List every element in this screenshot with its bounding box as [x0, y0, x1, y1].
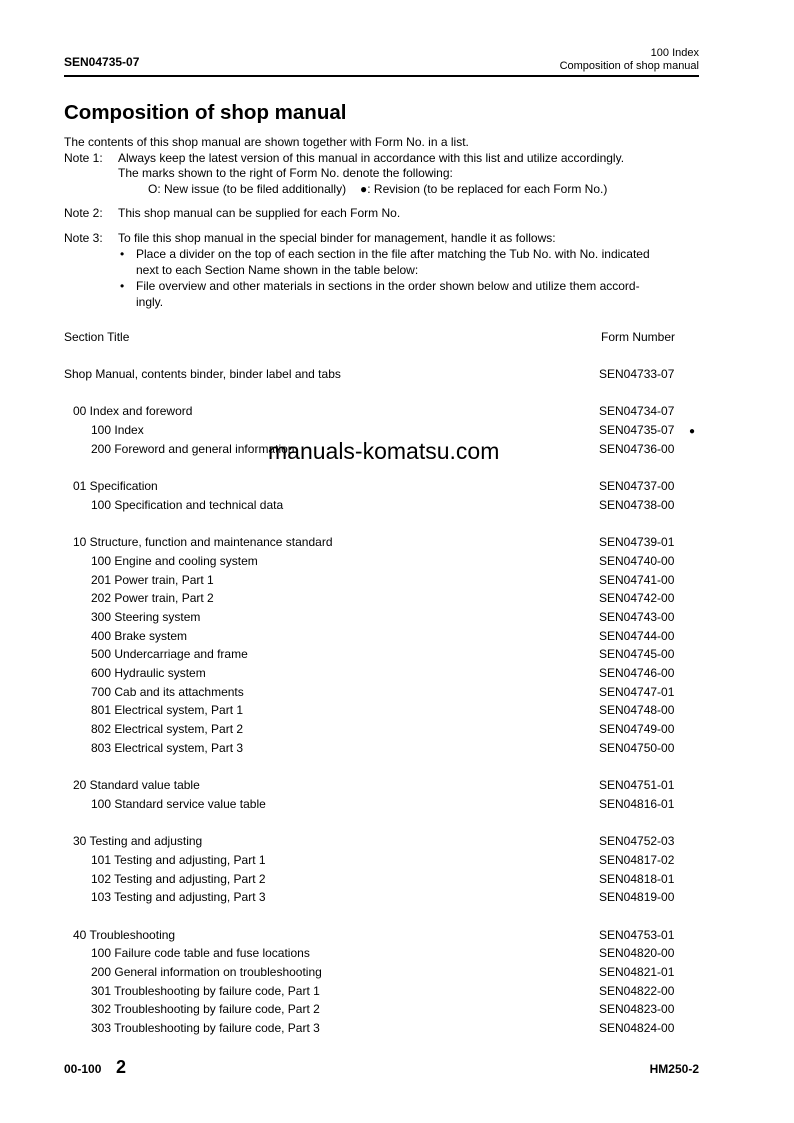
note1-label: Note 1: — [64, 151, 103, 165]
section-title: 40 Troubleshooting — [73, 927, 176, 942]
form-number: SEN04742-00 — [599, 591, 675, 606]
section-title: 200 Foreword and general information — [91, 441, 295, 456]
form-number: SEN04740-00 — [599, 553, 675, 568]
section-title: 100 Index — [91, 423, 144, 438]
section-title: 200 General information on troubleshooting — [91, 965, 322, 979]
table-row — [64, 797, 714, 816]
form-number: SEN04741-00 — [599, 572, 675, 587]
table-row — [64, 984, 714, 1003]
section-title: 100 Standard service value table — [91, 796, 266, 811]
form-number: SEN04736-00 — [599, 441, 675, 456]
table-row — [64, 685, 714, 704]
section-title: 303 Troubleshooting by failure code, Part 3 — [91, 1021, 320, 1036]
form-number: SEN04823-00 — [599, 1002, 675, 1017]
revision-mark-icon: ● — [689, 426, 696, 438]
bullet-icon: • — [120, 247, 125, 261]
table-row — [64, 703, 714, 722]
page-title: Composition of shop manual — [64, 101, 347, 124]
form-number: SEN04824-00 — [599, 1021, 675, 1036]
section-title: 00 Index and foreword — [73, 404, 193, 419]
table-row — [64, 1021, 714, 1040]
form-number: SEN04748-00 — [599, 703, 675, 718]
form-number: SEN04746-00 — [599, 666, 675, 680]
table-spacer — [64, 759, 714, 778]
table-row — [64, 890, 714, 909]
intro-text: The contents of this shop manual are shown together with Form No. in a list. — [64, 135, 469, 149]
mark-revision: ●: Revision (to be replaced for each Form No.) — [360, 182, 608, 196]
note2-label: Note 2: — [64, 206, 103, 220]
header-section — [560, 47, 699, 73]
bullet-icon: • — [120, 279, 125, 293]
form-number: SEN04739-01 — [599, 535, 675, 550]
form-number: SEN04752-03 — [599, 834, 675, 849]
watermark: manuals-komatsu.com — [268, 438, 500, 464]
form-number: SEN04821-01 — [599, 965, 675, 979]
section-title: 803 Electrical system, Part 3 — [91, 740, 244, 755]
note3-label: Note 3: — [64, 231, 103, 245]
table-spacer — [64, 386, 714, 405]
section-title: 300 Steering system — [91, 609, 201, 624]
section-title: 301 Troubleshooting by failure code, Part 1 — [91, 983, 320, 998]
section-title: 600 Hydraulic system — [91, 666, 206, 680]
table-row — [64, 928, 714, 947]
section-title: 20 Standard value table — [73, 778, 200, 793]
table-row — [64, 629, 714, 648]
table-row — [64, 834, 714, 853]
bullet2-text: File overview and other materials in sections in the order shown below and utilize them accord- — [136, 279, 640, 293]
table-row — [64, 367, 714, 386]
table-row — [64, 554, 714, 573]
table-row — [64, 573, 714, 592]
contents-table — [64, 367, 714, 1040]
table-row — [64, 872, 714, 891]
section-title: Shop Manual, contents binder, binder label and tabs — [64, 367, 341, 381]
table-row — [64, 610, 714, 629]
column-header-section-title: Section Title — [64, 330, 130, 344]
note2-text: This shop manual can be supplied for each Form No. — [118, 206, 401, 220]
form-number: SEN04751-01 — [599, 778, 675, 793]
note3-text: To file this shop manual in the special binder for management, handle it as follows: — [118, 231, 556, 245]
header-form-number: SEN04735-07 — [64, 55, 140, 69]
form-number: SEN04744-00 — [599, 628, 675, 643]
header-subtitle: Composition of shop manual — [559, 60, 699, 72]
table-row — [64, 1002, 714, 1021]
bullet1-text-cont: next to each Section Name shown in the table below: — [136, 263, 419, 277]
section-title: 500 Undercarriage and frame — [91, 647, 248, 662]
form-number: SEN04819-00 — [599, 890, 675, 905]
table-row — [64, 722, 714, 741]
table-row — [64, 535, 714, 554]
form-number: SEN04738-00 — [599, 497, 675, 512]
table-row — [64, 946, 714, 965]
note1-text2: The marks shown to the right of Form No. denote the following: — [118, 166, 453, 180]
form-number: SEN04817-02 — [599, 852, 675, 867]
section-title: 302 Troubleshooting by failure code, Part 2 — [91, 1002, 320, 1017]
footer-page-number: 2 — [116, 1057, 127, 1077]
section-title: 802 Electrical system, Part 2 — [91, 722, 244, 737]
form-number: SEN04816-01 — [599, 796, 675, 811]
form-number: SEN04822-00 — [599, 983, 675, 998]
section-title: 30 Testing and adjusting — [73, 834, 203, 849]
table-spacer — [64, 517, 714, 536]
form-number: SEN04750-00 — [599, 740, 675, 755]
form-number: SEN04753-01 — [599, 927, 675, 942]
footer-model: HM250-2 — [649, 1062, 699, 1076]
section-title: 102 Testing and adjusting, Part 2 — [91, 871, 266, 886]
table-row — [64, 666, 714, 685]
header-divider — [64, 75, 699, 77]
table-row — [64, 404, 714, 423]
form-number: SEN04749-00 — [599, 722, 675, 737]
table-row — [64, 647, 714, 666]
section-title: 103 Testing and adjusting, Part 3 — [91, 890, 266, 905]
form-number: SEN04747-01 — [599, 684, 675, 699]
form-number: SEN04743-00 — [599, 609, 675, 624]
table-row — [64, 965, 714, 984]
section-title: 700 Cab and its attachments — [91, 684, 244, 699]
form-number: SEN04745-00 — [599, 647, 675, 662]
section-title: 01 Specification — [73, 479, 158, 494]
form-number: SEN04818-01 — [599, 871, 675, 886]
table-row — [64, 778, 714, 797]
section-title: 10 Structure, function and maintenance standard — [73, 535, 333, 550]
form-number: SEN04820-00 — [599, 946, 675, 961]
note1-text: Always keep the latest version of this manual in accordance with this list and utilize accordingly. — [118, 151, 625, 165]
table-spacer — [64, 816, 714, 835]
form-number: SEN04735-07 — [599, 423, 675, 438]
form-number: SEN04734-07 — [599, 404, 675, 419]
table-row — [64, 591, 714, 610]
bullet1-text: Place a divider on the top of each section in the file after matching the Tub No. with No. indicated — [136, 247, 650, 261]
section-title: 100 Specification and technical data — [91, 497, 284, 512]
mark-new-issue: O: New issue (to be filed additionally) — [148, 182, 347, 196]
table-row — [64, 479, 714, 498]
column-header-form-number: Form Number — [601, 330, 676, 344]
form-number: SEN04733-07 — [599, 367, 675, 381]
bullet2-text-cont: ingly. — [136, 295, 164, 309]
table-row — [64, 853, 714, 872]
section-title: 101 Testing and adjusting, Part 1 — [91, 852, 266, 867]
section-title: 100 Engine and cooling system — [91, 553, 258, 568]
form-number: SEN04737-00 — [599, 479, 675, 494]
table-spacer — [64, 909, 714, 928]
footer-page-code: 00-100 — [64, 1062, 102, 1076]
section-title: 400 Brake system — [91, 628, 188, 643]
section-title: 100 Failure code table and fuse locations — [91, 946, 310, 961]
table-row — [64, 741, 714, 760]
section-title: 201 Power train, Part 1 — [91, 572, 214, 587]
section-title: 801 Electrical system, Part 1 — [91, 703, 244, 718]
section-title: 202 Power train, Part 2 — [91, 591, 214, 606]
table-row — [64, 498, 714, 517]
header-section-name: 100 Index — [650, 47, 699, 59]
